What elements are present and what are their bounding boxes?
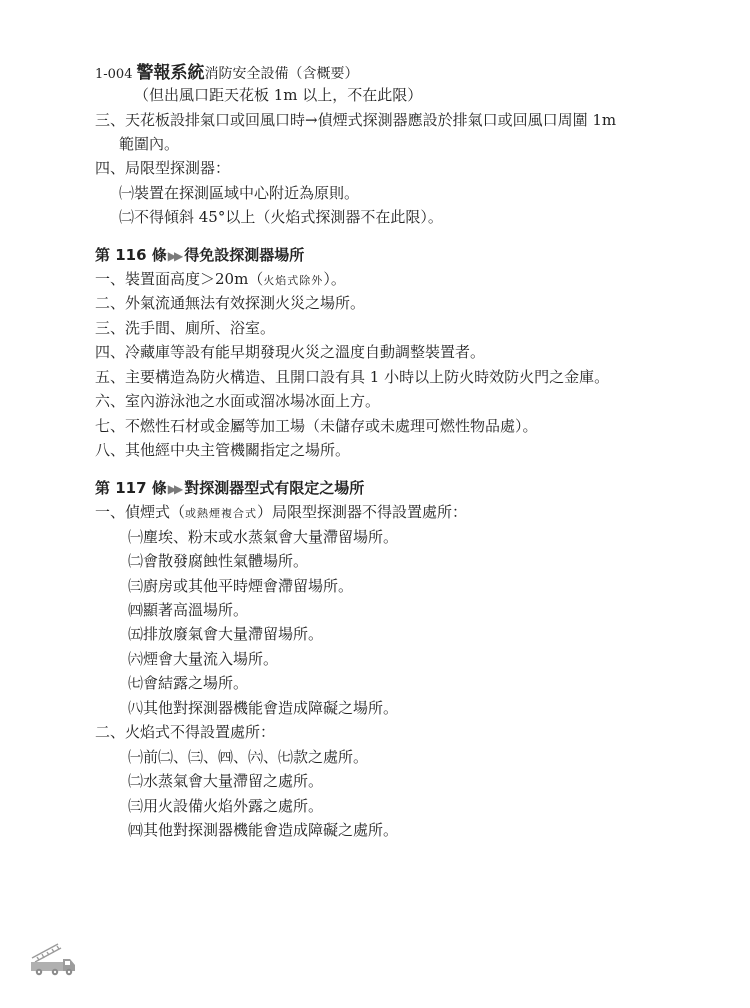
list-item: 一、裝置面高度＞20m（火焰式除外）。 <box>95 270 346 288</box>
article-number: 第 116 條 <box>95 246 167 264</box>
article-number: 第 117 條 <box>95 479 167 497</box>
sub-item: ㈧其他對探測器機能會造成障礙之場所。 <box>128 699 399 717</box>
text-line: 三、天花板設排氣口或回風口時→偵煙式探測器應設於排氣口或回風口周圍 1m <box>95 111 617 129</box>
list-item: 二、火焰式不得設置處所： <box>95 723 276 741</box>
text-line: （但出風口距天花板 1m 以上，不在此限） <box>134 86 423 104</box>
book-title: 警報系統 <box>136 63 205 83</box>
list-item: 五、主要構造為防火構造、且開口設有具 1 小時以上防火時效防火門之金庫。 <box>95 368 610 386</box>
page-header <box>95 58 358 83</box>
text-line: ㈡不得傾斜 45°以上（火焰式探測器不在此限）。 <box>119 208 443 226</box>
sub-item: ㈠塵埃、粉末或水蒸氣會大量滯留場所。 <box>128 528 399 546</box>
sub-item: ㈦會結露之場所。 <box>128 674 249 692</box>
sub-item: ㈢廚房或其他平時煙會滯留場所。 <box>128 577 354 595</box>
list-item: 四、冷藏庫等設有能早期發現火災之溫度自動調整裝置者。 <box>95 343 486 361</box>
sub-item: ㈣顯著高溫場所。 <box>128 601 249 619</box>
article-heading <box>95 245 304 266</box>
list-item: 七、不燃性石材或金屬等加工場（未儲存或未處理可燃性物品處）。 <box>95 417 538 435</box>
article-title: 得免設探測器場所 <box>184 246 305 264</box>
sub-item: ㈡會散發腐蝕性氣體場所。 <box>128 552 309 570</box>
sub-item: ㈢用火設備火焰外露之處所。 <box>128 797 324 815</box>
text-line: ㈠裝置在探測區域中心附近為原則。 <box>119 184 360 202</box>
text-line: 四、局限型探測器： <box>95 159 231 177</box>
list-item: 八、其他經中央主管機關指定之場所。 <box>95 441 351 459</box>
article-heading <box>95 478 364 499</box>
list-item: 一、偵煙式（或熱煙複合式）局限型探測器不得設置處所： <box>95 503 468 521</box>
sub-item: ㈡水蒸氣會大量滯留之處所。 <box>128 772 324 790</box>
note-text: 或熱煙複合式 <box>185 507 258 520</box>
fire-truck-icon <box>28 942 80 980</box>
note-text: 火焰式除外 <box>263 274 324 287</box>
list-item: 二、外氣流通無法有效探測火災之場所。 <box>95 294 366 312</box>
page-number: 1-004 <box>95 67 133 82</box>
sub-item: ㈠前㈡、㈢、㈣、㈥、㈦款之處所。 <box>128 748 369 766</box>
article-title: 對探測器型式有限定之場所 <box>184 479 365 497</box>
double-arrow-icon: ▶▶ <box>167 249 181 263</box>
sub-item: ㈤排放廢氣會大量滯留場所。 <box>128 625 324 643</box>
list-item: 六、室內游泳池之水面或溜冰場冰面上方。 <box>95 392 381 410</box>
text-line: 範圍內。 <box>119 135 180 153</box>
book-subtitle: 消防安全設備（含概要） <box>204 66 359 82</box>
list-item: 三、洗手間、廁所、浴室。 <box>95 319 276 337</box>
sub-item: ㈥煙會大量流入場所。 <box>128 650 279 668</box>
sub-item: ㈣其他對探測器機能會造成障礙之處所。 <box>128 821 399 839</box>
double-arrow-icon: ▶▶ <box>167 482 181 496</box>
